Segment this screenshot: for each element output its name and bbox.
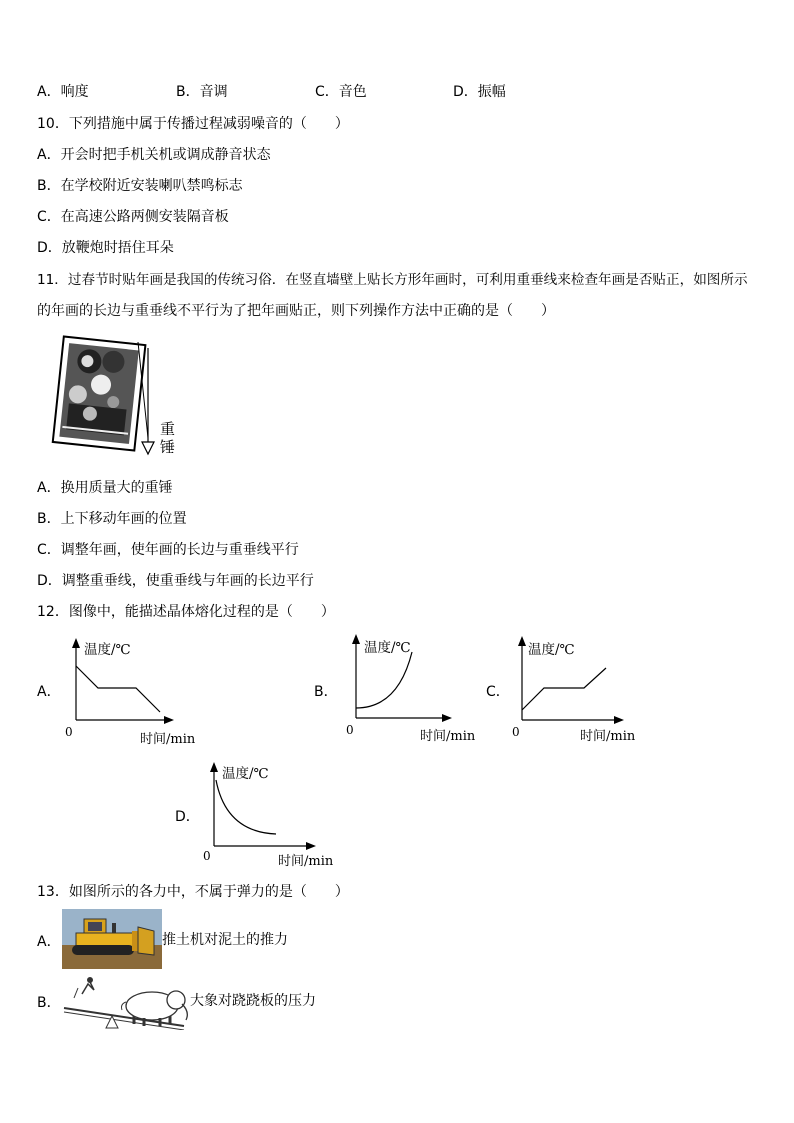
q13-option-a-text: 推土机对泥土的推力 (162, 932, 288, 948)
graph-c-y-arrow (518, 636, 526, 646)
graph-b-origin: 0 (346, 723, 354, 737)
graph-d-y-arrow (210, 762, 218, 772)
q10-stem: 10．下列措施中属于传播过程减弱噪音的（ ） (37, 116, 349, 132)
q10-option-a: A．开会时把手机关机或调成静音状态 (37, 147, 271, 163)
graph-c-y-label: 温度/℃ (528, 642, 575, 658)
q13-option-a-letter: A． (37, 934, 61, 950)
graph-a-y-label: 温度/℃ (84, 642, 131, 658)
q9-options (0, 83, 794, 101)
q11-stem-line2: 的年画的长边与重垂线不平行为了把年画贴正，则下列操作方法中正确的是（ ） (37, 303, 555, 319)
graph-c-origin: 0 (512, 725, 520, 739)
graph-d-x-label: 时间/min (278, 854, 334, 869)
q10-option-b: B．在学校附近安装喇叭禁鸣标志 (37, 178, 243, 194)
graph-a (60, 636, 210, 748)
q10-option-d: D．放鞭炮时捂住耳朵 (37, 240, 174, 256)
graph-c-x-arrow (614, 716, 624, 724)
graph-a-y-arrow (72, 638, 80, 648)
graph-d-origin: 0 (203, 849, 211, 863)
graph-a-x-arrow (164, 716, 174, 724)
q9-option-c: C．音色 (315, 84, 367, 100)
graph-d-x-arrow (306, 842, 316, 850)
plumb-bob-label (160, 420, 178, 456)
elephant-seesaw-image (60, 974, 194, 1030)
q11-stem-line1: 11．过春节时贴年画是我国的传统习俗．在竖直墙壁上贴长方形年画时，可利用重垂线来检查年画是否贴正，如图所示 (37, 272, 748, 288)
q11-figure (44, 334, 184, 460)
graph-d (198, 756, 348, 870)
graph-a-x-label: 时间/min (140, 732, 196, 747)
graph-b (340, 632, 490, 746)
q9-option-d: D．振幅 (453, 84, 506, 100)
graph-b-y-label: 温度/℃ (364, 640, 411, 656)
q13-option-b-letter: B． (37, 995, 61, 1011)
graph-a-origin: 0 (65, 725, 73, 739)
q9-option-b: B．音调 (176, 84, 228, 100)
graph-d-curve (216, 780, 276, 834)
plumb-bob-label-text: 重锤 (160, 420, 176, 456)
q11-option-b: B．上下移动年画的位置 (37, 511, 187, 527)
q11-option-c: C．调整年画，使年画的长边与重垂线平行 (37, 542, 299, 558)
graph-a-letter: A． (37, 684, 61, 700)
bulldozer-image (62, 909, 162, 969)
graph-b-x-label: 时间/min (420, 729, 476, 744)
q12-stem: 12．图像中，能描述晶体熔化过程的是（ ） (37, 604, 335, 620)
graph-b-x-arrow (442, 714, 452, 722)
graph-b-y-arrow (352, 634, 360, 644)
graph-d-y-label: 温度/℃ (222, 766, 269, 782)
q11-option-d: D．调整重垂线，使重垂线与年画的长边平行 (37, 573, 314, 589)
graph-c (506, 634, 656, 748)
graph-a-curve (76, 666, 160, 712)
q10-option-c: C．在高速公路两侧安装隔音板 (37, 209, 229, 225)
q9-option-a: A．响度 (37, 84, 89, 100)
q13-stem: 13．如图所示的各力中，不属于弹力的是（ ） (37, 884, 349, 900)
graph-b-letter: B． (314, 684, 338, 700)
graph-c-x-label: 时间/min (580, 729, 636, 744)
graph-b-curve (356, 652, 412, 708)
graph-c-letter: C． (486, 684, 510, 700)
graph-d-letter: D． (175, 809, 200, 825)
graph-c-curve (522, 668, 606, 710)
q13-option-b-text: 大象对跷跷板的压力 (190, 993, 316, 1009)
q11-option-a: A．换用质量大的重锤 (37, 480, 173, 496)
